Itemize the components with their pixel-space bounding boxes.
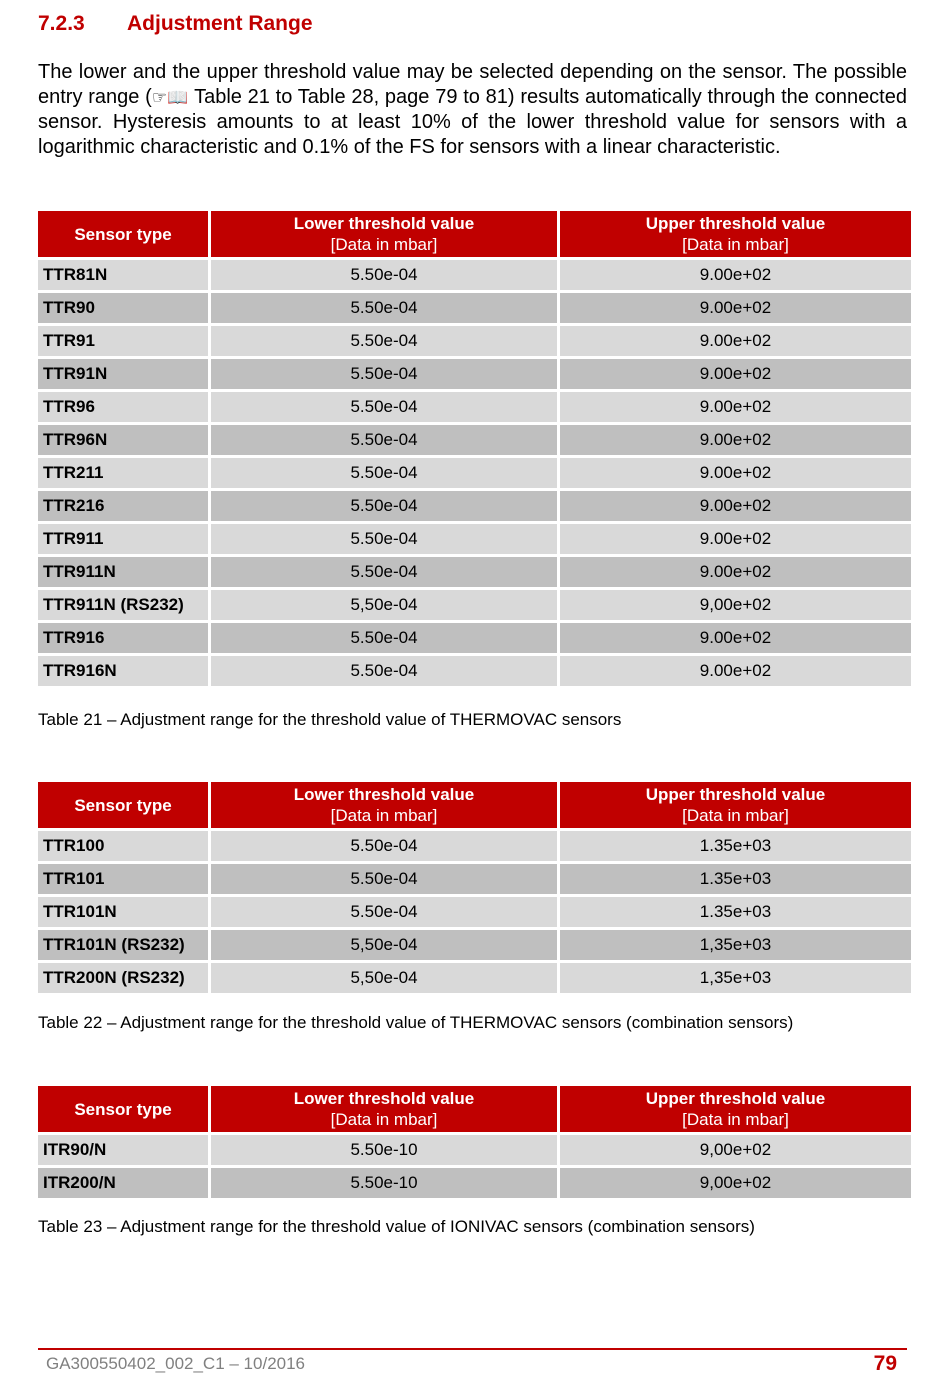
table-row bbox=[38, 1168, 911, 1198]
table-header-row bbox=[38, 211, 911, 257]
header-sensor-type: Sensor type bbox=[38, 211, 208, 257]
lower-threshold-cell: 5,50e-04 bbox=[211, 590, 557, 620]
upper-threshold-cell: 1,35e+03 bbox=[560, 963, 911, 993]
table-header-row bbox=[38, 1086, 911, 1132]
upper-threshold-cell: 1.35e+03 bbox=[560, 897, 911, 927]
lower-threshold-cell: 5.50e-04 bbox=[211, 359, 557, 389]
header-upper-unit: [Data in mbar] bbox=[682, 1110, 789, 1129]
footer-divider bbox=[38, 1348, 907, 1350]
table-row bbox=[38, 524, 911, 554]
upper-threshold-cell: 9.00e+02 bbox=[560, 359, 911, 389]
upper-threshold-cell: 9.00e+02 bbox=[560, 392, 911, 422]
header-upper-unit: [Data in mbar] bbox=[682, 235, 789, 254]
upper-threshold-cell: 9.00e+02 bbox=[560, 326, 911, 356]
table-row bbox=[38, 425, 911, 455]
lower-threshold-cell: 5.50e-04 bbox=[211, 831, 557, 861]
sensor-type-cell: TTR91 bbox=[38, 326, 208, 356]
sensor-type-cell: TTR100 bbox=[38, 831, 208, 861]
table-23-caption: Table 23 – Adjustment range for the threshold value of IONIVAC sensors (combination sensors) bbox=[38, 1217, 755, 1236]
lower-threshold-cell: 5.50e-04 bbox=[211, 425, 557, 455]
table-22-caption: Table 22 – Adjustment range for the threshold value of THERMOVAC sensors (combination sensors) bbox=[38, 1013, 794, 1032]
lower-threshold-cell: 5.50e-04 bbox=[211, 864, 557, 894]
lower-threshold-cell: 5.50e-04 bbox=[211, 524, 557, 554]
intro-text-start: The lower and the upper threshold value may be selected depending on the sensor. The possible entry range ( bbox=[38, 61, 907, 108]
lower-threshold-cell: 5.50e-04 bbox=[211, 656, 557, 686]
sensor-type-cell: TTR90 bbox=[38, 293, 208, 323]
sensor-type-cell: TTR101 bbox=[38, 864, 208, 894]
header-lower-unit: [Data in mbar] bbox=[330, 235, 438, 254]
table-row bbox=[38, 897, 911, 927]
lower-threshold-cell: 5.50e-04 bbox=[211, 897, 557, 927]
section-number: 7.2.3 bbox=[38, 12, 85, 35]
table-header-row bbox=[38, 782, 911, 828]
section-heading bbox=[38, 12, 313, 36]
table-row bbox=[38, 557, 911, 587]
header-upper-threshold bbox=[560, 782, 911, 828]
table-row bbox=[38, 930, 911, 960]
table-row bbox=[38, 491, 911, 521]
upper-threshold-cell: 1.35e+03 bbox=[560, 864, 911, 894]
sensor-type-cell: TTR916 bbox=[38, 623, 208, 653]
table-row bbox=[38, 260, 911, 290]
lower-threshold-cell: 5.50e-04 bbox=[211, 392, 557, 422]
table-row bbox=[38, 359, 911, 389]
header-upper-label: Upper threshold value bbox=[645, 785, 826, 804]
table-row bbox=[38, 392, 911, 422]
lower-threshold-cell: 5.50e-04 bbox=[211, 491, 557, 521]
header-upper-threshold bbox=[560, 1086, 911, 1132]
sensor-type-cell: TTR916N bbox=[38, 656, 208, 686]
footer-page-number: 79 bbox=[873, 1352, 897, 1375]
footer-document-id: GA300550402_002_C1 – 10/2016 bbox=[46, 1354, 306, 1373]
sensor-type-cell: TTR211 bbox=[38, 458, 208, 488]
table-row bbox=[38, 458, 911, 488]
sensor-type-cell: TTR101N bbox=[38, 897, 208, 927]
lower-threshold-cell: 5.50e-04 bbox=[211, 458, 557, 488]
table-row bbox=[38, 864, 911, 894]
lower-threshold-cell: 5,50e-04 bbox=[211, 963, 557, 993]
header-upper-threshold bbox=[560, 211, 911, 257]
table-row bbox=[38, 326, 911, 356]
lower-threshold-cell: 5.50e-04 bbox=[211, 260, 557, 290]
header-lower-label: Lower threshold value bbox=[293, 214, 475, 233]
sensor-type-cell: TTR911N (RS232) bbox=[38, 590, 208, 620]
upper-threshold-cell: 9.00e+02 bbox=[560, 557, 911, 587]
sensor-type-cell: ITR90/N bbox=[38, 1135, 208, 1165]
pointing-hand-book-icon: ☞📖 bbox=[151, 88, 189, 107]
upper-threshold-cell: 9.00e+02 bbox=[560, 458, 911, 488]
sensor-type-cell: TTR96N bbox=[38, 425, 208, 455]
table-23 bbox=[35, 1083, 914, 1201]
sensor-type-cell: TTR911N bbox=[38, 557, 208, 587]
table-22 bbox=[35, 779, 914, 996]
upper-threshold-cell: 9.00e+02 bbox=[560, 656, 911, 686]
header-lower-label: Lower threshold value bbox=[293, 1089, 475, 1108]
lower-threshold-cell: 5.50e-04 bbox=[211, 326, 557, 356]
header-upper-label: Upper threshold value bbox=[645, 214, 826, 233]
lower-threshold-cell: 5.50e-10 bbox=[211, 1135, 557, 1165]
table-21-caption: Table 21 – Adjustment range for the threshold value of THERMOVAC sensors bbox=[38, 710, 622, 729]
sensor-type-cell: TTR200N (RS232) bbox=[38, 963, 208, 993]
lower-threshold-cell: 5.50e-04 bbox=[211, 623, 557, 653]
upper-threshold-cell: 9,00e+02 bbox=[560, 1135, 911, 1165]
upper-threshold-cell: 9.00e+02 bbox=[560, 491, 911, 521]
header-lower-unit: [Data in mbar] bbox=[330, 806, 438, 825]
table-21-body bbox=[38, 260, 911, 686]
intro-paragraph bbox=[38, 60, 907, 160]
table-row bbox=[38, 656, 911, 686]
intro-text-end: Table 21 to Table 28, page 79 to 81) results automatically through the connected sensor. Hysteresis amounts to at least 10% of the lower threshold value for sensors with a logarithmic characteristic and 0.1% of the FS for sensors with a linear characteristic. bbox=[38, 86, 907, 158]
header-upper-unit: [Data in mbar] bbox=[682, 806, 789, 825]
table-23-body bbox=[38, 1135, 911, 1198]
header-sensor-type: Sensor type bbox=[38, 1086, 208, 1132]
lower-threshold-cell: 5.50e-04 bbox=[211, 557, 557, 587]
header-upper-label: Upper threshold value bbox=[645, 1089, 826, 1108]
table-row bbox=[38, 590, 911, 620]
header-lower-threshold bbox=[211, 211, 557, 257]
table-row bbox=[38, 831, 911, 861]
upper-threshold-cell: 9,00e+02 bbox=[560, 1168, 911, 1198]
table-21 bbox=[35, 208, 914, 689]
lower-threshold-cell: 5.50e-04 bbox=[211, 293, 557, 323]
upper-threshold-cell: 9.00e+02 bbox=[560, 524, 911, 554]
lower-threshold-cell: 5,50e-04 bbox=[211, 930, 557, 960]
table-row bbox=[38, 1135, 911, 1165]
table-row bbox=[38, 623, 911, 653]
header-sensor-type: Sensor type bbox=[38, 782, 208, 828]
sensor-type-cell: TTR101N (RS232) bbox=[38, 930, 208, 960]
section-title: Adjustment Range bbox=[127, 12, 313, 35]
upper-threshold-cell: 1.35e+03 bbox=[560, 831, 911, 861]
sensor-type-cell: TTR216 bbox=[38, 491, 208, 521]
sensor-type-cell: TTR81N bbox=[38, 260, 208, 290]
upper-threshold-cell: 9,00e+02 bbox=[560, 590, 911, 620]
header-lower-label: Lower threshold value bbox=[293, 785, 475, 804]
header-lower-threshold bbox=[211, 782, 557, 828]
sensor-type-cell: TTR91N bbox=[38, 359, 208, 389]
lower-threshold-cell: 5.50e-10 bbox=[211, 1168, 557, 1198]
header-lower-threshold bbox=[211, 1086, 557, 1132]
sensor-type-cell: TTR911 bbox=[38, 524, 208, 554]
upper-threshold-cell: 9.00e+02 bbox=[560, 260, 911, 290]
sensor-type-cell: TTR96 bbox=[38, 392, 208, 422]
header-lower-unit: [Data in mbar] bbox=[330, 1110, 438, 1129]
table-22-body bbox=[38, 831, 911, 993]
upper-threshold-cell: 9.00e+02 bbox=[560, 425, 911, 455]
sensor-type-cell: ITR200/N bbox=[38, 1168, 208, 1198]
upper-threshold-cell: 9.00e+02 bbox=[560, 293, 911, 323]
table-row bbox=[38, 963, 911, 993]
table-row bbox=[38, 293, 911, 323]
upper-threshold-cell: 1,35e+03 bbox=[560, 930, 911, 960]
upper-threshold-cell: 9.00e+02 bbox=[560, 623, 911, 653]
